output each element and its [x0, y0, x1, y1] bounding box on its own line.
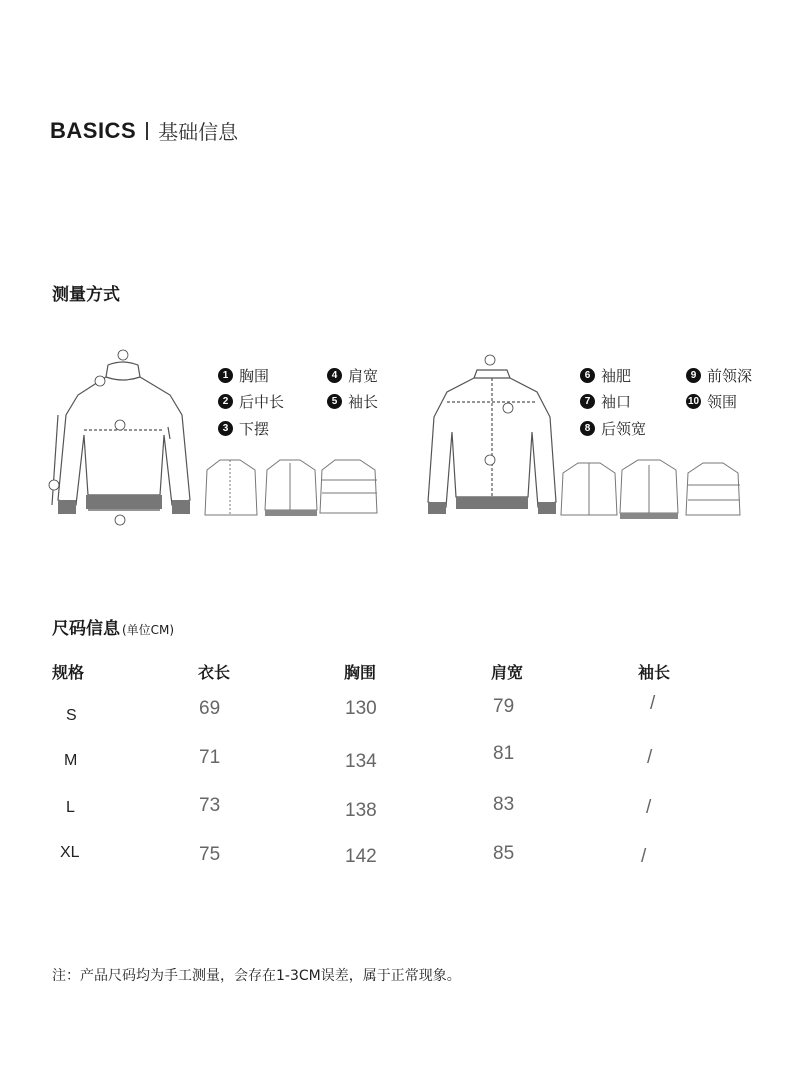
brand-subtitle: 基础信息 — [158, 120, 239, 144]
legend-label: 袖口 — [601, 393, 632, 411]
table-cell-sleeve: / — [641, 846, 647, 867]
legend-item-4 — [327, 365, 378, 386]
legend-label: 后领宽 — [601, 420, 647, 438]
legend-item-6 — [580, 365, 631, 386]
legend-label: 前领深 — [707, 367, 753, 385]
legend-item-1 — [218, 365, 269, 386]
size-info-title — [52, 614, 174, 639]
legend-label: 袖长 — [348, 393, 379, 411]
legend-num-icon: 1 — [218, 368, 233, 383]
table-cell-shoulder: 81 — [493, 743, 515, 764]
small-garments-left — [200, 455, 390, 525]
legend-num-icon: 8 — [580, 421, 595, 436]
legend-num-icon: 2 — [218, 394, 233, 409]
col-header-chest: 胸围 — [344, 663, 377, 682]
legend-item-8 — [580, 418, 646, 439]
legend-item-3 — [218, 418, 269, 439]
measurement-title: 测量方式 — [52, 285, 120, 305]
legend-num-icon: 9 — [686, 368, 701, 383]
legend-item-9 — [686, 365, 752, 386]
legend-item-10 — [686, 391, 737, 412]
back-measure-diagram — [422, 352, 562, 522]
col-header-size: 规格 — [52, 663, 85, 682]
legend-item-7 — [580, 391, 631, 412]
legend-label: 袖肥 — [601, 367, 632, 385]
header-divider — [146, 122, 148, 140]
table-cell-chest: 134 — [345, 751, 377, 772]
legend-item-5 — [327, 391, 378, 412]
legend-num-icon: 6 — [580, 368, 595, 383]
size-title-text: 尺码信息 — [52, 619, 120, 639]
small-garments-right — [558, 455, 748, 525]
table-cell-length: 73 — [199, 795, 221, 816]
legend-num-icon: 7 — [580, 394, 595, 409]
table-cell-chest: 130 — [345, 698, 377, 719]
table-cell-size: M — [64, 752, 78, 769]
table-cell-shoulder: 79 — [493, 696, 515, 717]
col-header-sleeve: 袖长 — [638, 663, 671, 682]
table-cell-size: XL — [60, 844, 80, 861]
table-cell-sleeve: / — [650, 693, 656, 714]
table-cell-chest: 138 — [345, 800, 377, 821]
legend-num-icon: 5 — [327, 394, 342, 409]
table-cell-sleeve: / — [646, 797, 652, 818]
table-cell-shoulder: 85 — [493, 843, 515, 864]
page-header — [50, 116, 238, 145]
legend-num-icon: 3 — [218, 421, 233, 436]
legend-item-2 — [218, 391, 284, 412]
brand-title: BASICS — [50, 117, 137, 143]
legend-label: 领围 — [707, 393, 738, 411]
legend-label: 下摆 — [239, 420, 270, 438]
table-cell-length: 69 — [199, 698, 221, 719]
table-cell-chest: 142 — [345, 846, 377, 867]
size-unit: (单位CM) — [122, 623, 175, 637]
footnote: 注：产品尺码均为手工测量，会存在1-3CM误差，属于正常现象。 — [52, 968, 461, 984]
legend-label: 胸围 — [239, 367, 270, 385]
table-cell-length: 75 — [199, 844, 221, 865]
legend-label: 肩宽 — [348, 367, 379, 385]
col-header-length: 衣长 — [198, 663, 231, 682]
table-cell-shoulder: 83 — [493, 794, 515, 815]
table-cell-size: L — [66, 799, 75, 816]
table-cell-length: 71 — [199, 747, 221, 768]
col-header-shoulder: 肩宽 — [491, 663, 524, 682]
table-cell-sleeve: / — [647, 747, 653, 768]
legend-num-icon: 10 — [687, 396, 700, 407]
legend-num-icon: 4 — [327, 368, 342, 383]
table-cell-size: S — [66, 707, 77, 724]
legend-label: 后中长 — [239, 393, 285, 411]
front-measure-diagram — [48, 345, 198, 530]
